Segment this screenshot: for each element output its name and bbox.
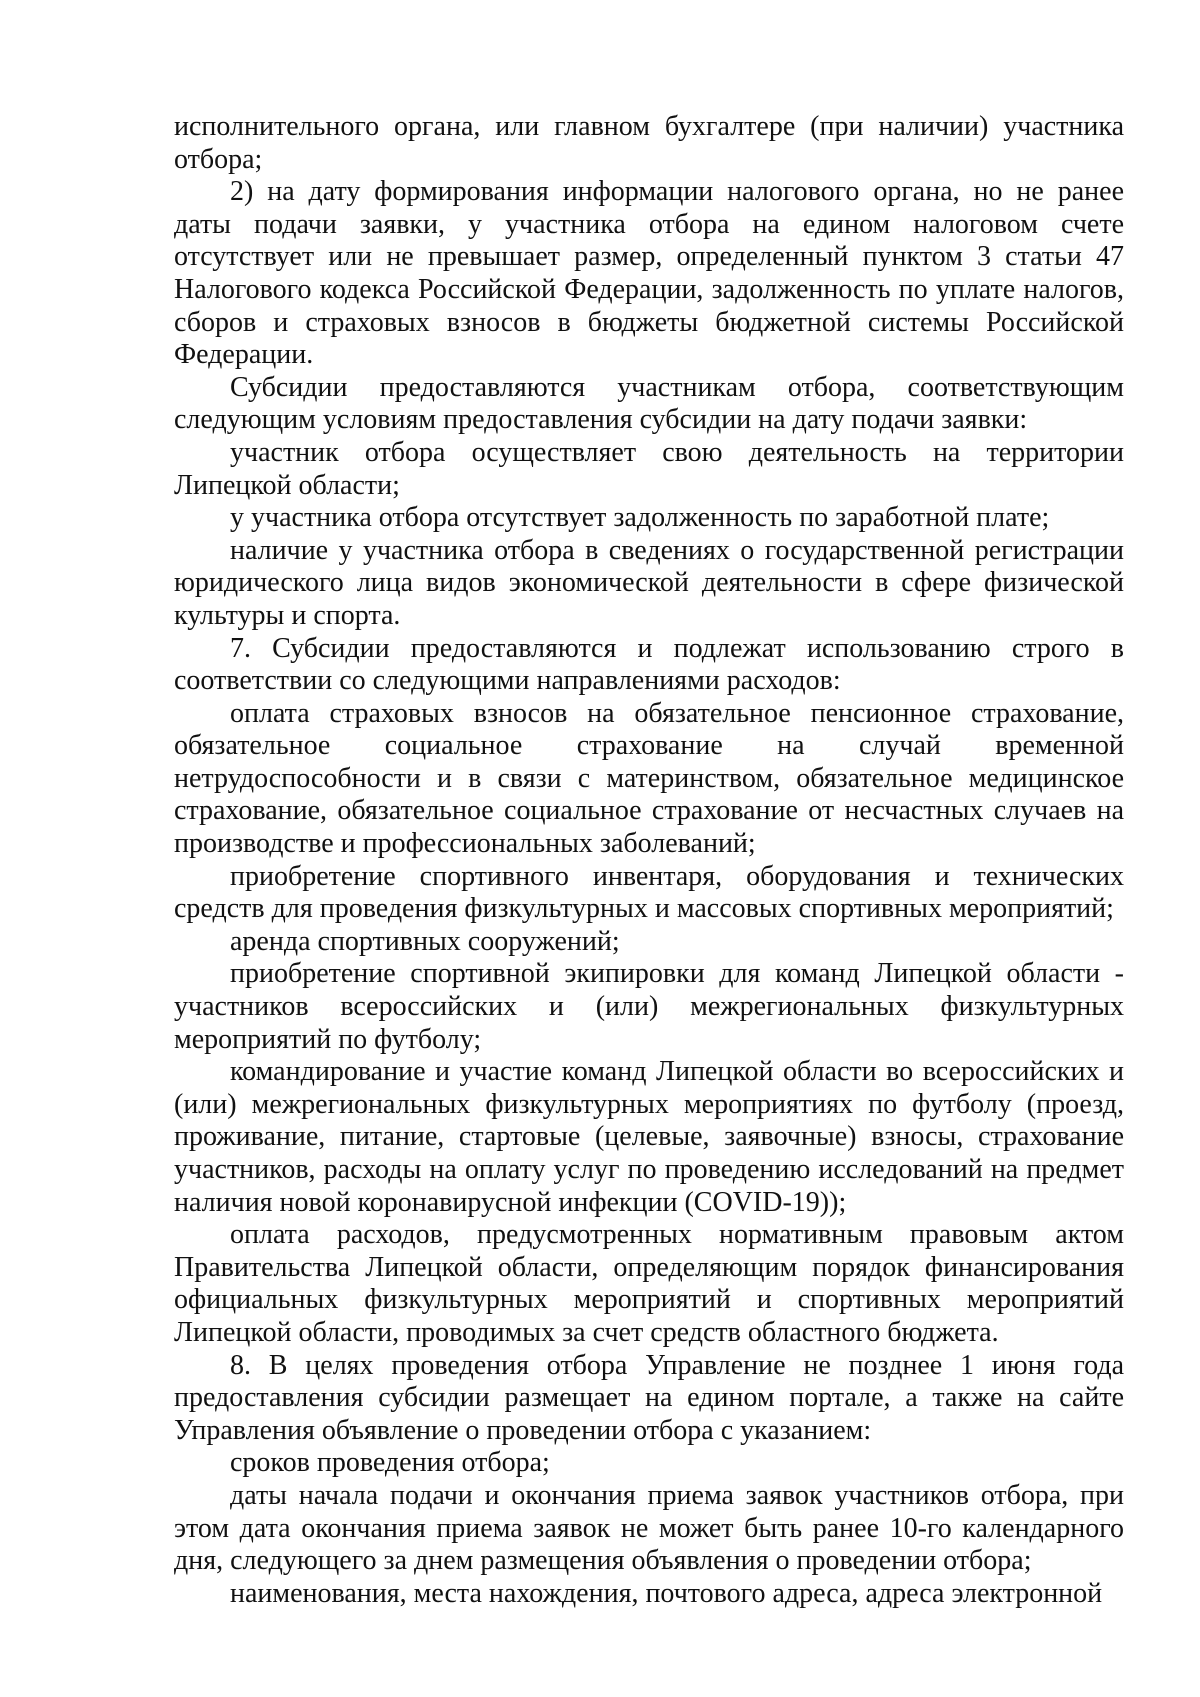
paragraph-section-8: 8. В целях проведения отбора Управление не позднее 1 июня года предоставления субсидии размещает на едином портале, а также на сайте Управления объявление о проведении отбора с указанием: [174, 1349, 1124, 1446]
paragraph-expense-insurance: оплата страховых взносов на обязательное пенсионное страхование, обязательное социальное страхование на случай временной нетрудоспособности и в связи с материнством, обязательное медицинское страхование, обязательное социальное страхование от несчастных случаев на производстве и профессиональных заболеваний; [174, 697, 1124, 860]
paragraph-expense-equipment: приобретение спортивного инвентаря, оборудования и технических средств для проведения физкультурных и массовых спортивных мероприятий; [174, 860, 1124, 925]
paragraph-condition-territory: участник отбора осуществляет свою деятельность на территории Липецкой области; [174, 436, 1124, 501]
paragraph-selection-terms: сроков проведения отбора; [230, 1447, 550, 1479]
document-page [174, 111, 1124, 1610]
paragraph-item-2-tax-info: 2) на дату формирования информации налогового органа, но не ранее даты подачи заявки, у участника отбора на едином налоговом счете отсутствует или не превышает размер, определенный пунктом 3 статьи 47 Налогового кодекса Российской Федерации, задолженность по уплате налогов, сборов и страховых взносов в бюджеты бюджетной системы Российской Федерации. [174, 176, 1124, 371]
paragraph-continuation: исполнительного органа, или главном бухгалтере (при наличии) участника отбора; [174, 111, 1124, 175]
paragraph-expense-travel: командирование и участие команд Липецкой области во всероссийских и (или) межрегиональных физкультурных мероприятиях по футболу (проезд, проживание, питание, стартовые (целевые, заявочные) взносы, страхование участников, расходы на оплату услуг по проведению исследований на предмет наличия новой коронавирусной инфекции (COVID-19)); [174, 1056, 1124, 1218]
paragraph-condition-salary-debt: у участника отбора отсутствует задолженность по заработной плате; [230, 502, 1050, 534]
paragraph-expense-rent: аренда спортивных сооружений; [230, 925, 620, 957]
paragraph-expense-outfit: приобретение спортивной экипировки для команд Липецкой области - участников всероссийских и (или) межрегиональных физкультурных мероприятий по футболу; [174, 958, 1124, 1055]
paragraph-condition-activity: наличие у участника отбора в сведениях о государственной регистрации юридического лица видов экономической деятельности в сфере физической культуры и спорта. [174, 534, 1124, 631]
paragraph-application-dates: даты начала подачи и окончания приема заявок участников отбора, при этом дата окончания приема заявок не может быть ранее 10-го календарного дня, следующего за днем размещения объявления о проведении отбора; [174, 1479, 1124, 1577]
paragraph-section-7: 7. Субсидии предоставляются и подлежат использованию строго в соответствии со следующими направлениями расходов: [174, 632, 1124, 697]
paragraph-organization-details: наименования, места нахождения, почтового адреса, адреса электронной [230, 1577, 1103, 1609]
paragraph-expense-official-events: оплата расходов, предусмотренных нормативным правовым актом Правительства Липецкой области, определяющим порядок финансирования официальных физкультурных мероприятий и спортивных мероприятий Липецкой области, проводимых за счет средств областного бюджета. [174, 1219, 1124, 1348]
paragraph-subsidy-conditions: Субсидии предоставляются участникам отбора, соответствующим следующим условиям предоставления субсидии на дату подачи заявки: [174, 371, 1124, 436]
